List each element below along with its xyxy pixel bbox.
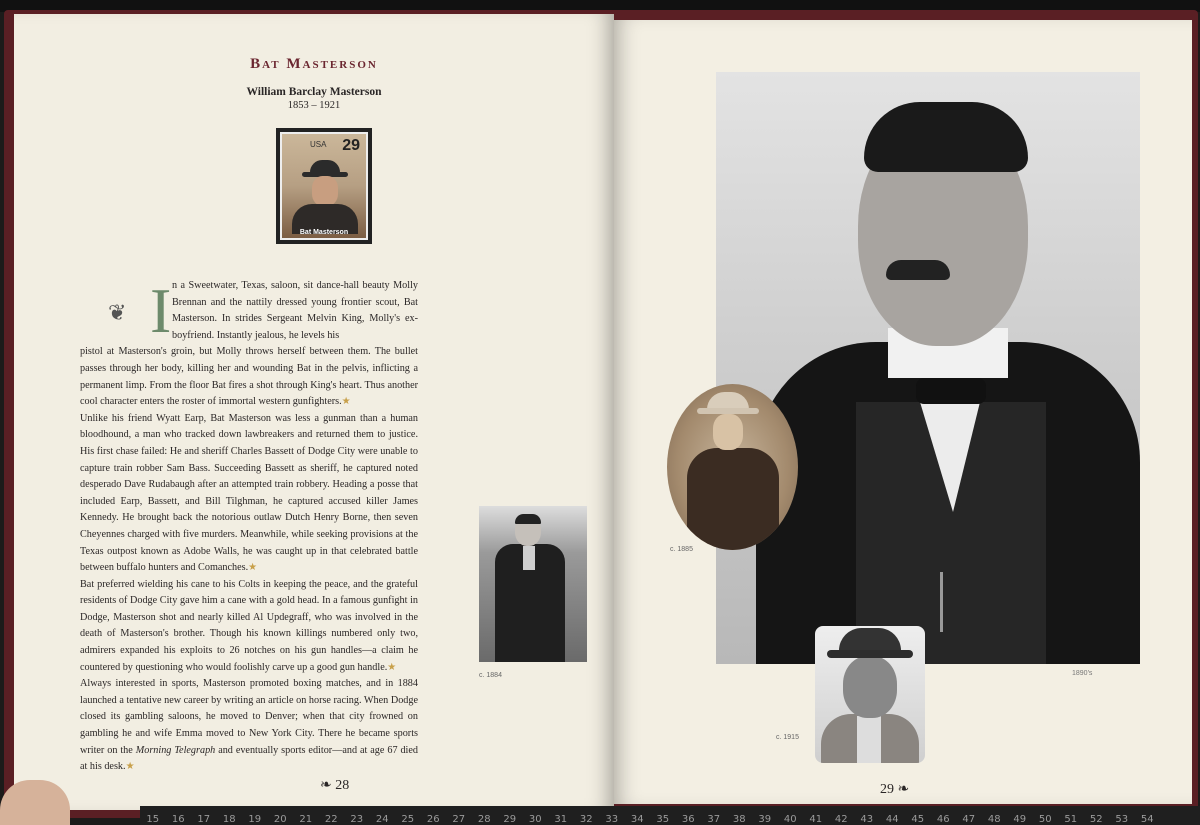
ruler-tick-label: 35	[656, 814, 670, 825]
ruler-tick-label: 27	[452, 814, 466, 825]
stamp-name: Bat Masterson	[299, 229, 349, 236]
ruler-tick-label: 19	[248, 814, 262, 825]
measuring-ruler	[140, 806, 1200, 825]
ruler-tick-label: 16	[171, 814, 185, 825]
photo-caption-1884: c. 1884	[479, 672, 502, 679]
ruler-tick-label: 26	[426, 814, 440, 825]
postage-stamp	[276, 128, 372, 244]
paragraph-4-text-a: Always interested in sports, Masterson promoted boxing matches, and in 1884 launched a tentative new career by writing an article on horse racing. When Dodge closed its gambling saloons, he moved to Denver; when that city frowned on gambling he and wife Emma moved to New York City. There he became sports writer on the	[80, 678, 418, 756]
ruler-tick-label: 36	[681, 814, 695, 825]
portrait-hair	[864, 102, 1028, 172]
fleuron-icon: ❦	[108, 300, 127, 325]
newspaper-title: Morning Telegraph	[135, 744, 216, 756]
paragraph-3-text: Bat preferred wielding his cane to his Colts in keeping the peace, and the grateful residents of Dodge City gave him a cane with a gold head. In a famous gunfight in Dodge, Masterson shot and nearly killed Al Updegraff, who was involved in the death of Masterson's brother. Though his known killings numbered only two, admirers expanded his exploits to 26 notches on his gun handles—a claim he countered by questioning who would foolishly carve up a good gun handle.	[80, 578, 418, 673]
ruler-tick-label: 51	[1064, 814, 1078, 825]
page-title: Bat Masterson	[250, 56, 378, 72]
oval-figure-brim	[697, 408, 759, 414]
oval-figure-face	[713, 414, 743, 450]
ruler-tick-label: 31	[554, 814, 568, 825]
ruler-tick-label: 47	[962, 814, 976, 825]
ruler-tick-label: 45	[911, 814, 925, 825]
ruler-tick-label: 17	[197, 814, 211, 825]
life-years: 1853 – 1921	[287, 100, 341, 111]
page-number-right	[880, 781, 909, 798]
star-icon: ★	[341, 396, 351, 408]
ruler-tick-label: 38	[732, 814, 746, 825]
ruler-tick-label: 53	[1115, 814, 1129, 825]
ruler-tick-label: 32	[579, 814, 593, 825]
portrait-bowtie	[916, 378, 986, 404]
thumb	[0, 780, 70, 825]
photo-caption-1890s: 1890's	[1072, 670, 1093, 677]
stamp-country: USA	[310, 140, 327, 149]
ruler-tick-label: 50	[1038, 814, 1052, 825]
ruler-tick-label: 24	[375, 814, 389, 825]
ruler-tick-label: 49	[1013, 814, 1027, 825]
photo-figure-shirt	[523, 546, 535, 570]
ruler-tick-label: 28	[477, 814, 491, 825]
star-icon: ★	[248, 562, 258, 574]
paragraph-1	[80, 344, 418, 410]
paragraph-2	[80, 411, 418, 577]
portrait-mustache	[886, 260, 950, 280]
photo-1915-face	[843, 656, 897, 718]
stamp-value: 29	[342, 137, 360, 154]
photo-caption-1885: c. 1885	[670, 546, 693, 553]
ruler-tick-label: 18	[222, 814, 236, 825]
ruler-tick-label: 20	[273, 814, 287, 825]
paragraph-4	[80, 676, 418, 776]
portrait-watch-chain	[940, 572, 943, 632]
paragraph-intro: n a Sweetwater, Texas, saloon, sit dance-hall beauty Molly Brennan and the nattily dressed young frontier scout, Bat Masterson. In strides Sergeant Melvin King, Molly's ex-boyfriend. Instantly jealous, he levels his	[172, 280, 418, 341]
paragraph-2-text: Unlike his friend Wyatt Earp, Bat Masterson was less a gunman than a human bloodhound, a man who tracked down lawbreakers and returned them to justice. His first chase failed: He and sheriff Charles Bassett of Dodge City were unable to capture train robber Sam Bass. Succeeding Bassett as sheriff, he captured noted desperado Dave Rudabaugh after an attempted train robbery. Heading a posse that included Earp, Bassett, and Bill Tilghman, he captured accused killer James Kennedy. He brought back the notorious outlaw Dutch Henry Borne, then seven Cheyennes charged with five murders. Meanwhile, while seeking provisions at the Texas outpost known as Adobe Walls, he was caught up in that celebrated battle between buffalo hunters and Comanches.	[80, 412, 418, 574]
ruler-tick-label: 42	[834, 814, 848, 825]
ruler-tick-label: 15	[146, 814, 160, 825]
ruler-tick-label: 34	[630, 814, 644, 825]
ruler-tick-label: 41	[809, 814, 823, 825]
ruler-tick-label: 46	[936, 814, 950, 825]
portrait-1890s	[716, 72, 1140, 664]
ruler-tick-label: 25	[401, 814, 415, 825]
oval-photo-1885	[667, 384, 798, 550]
page-number-right-value: 29	[880, 782, 894, 797]
ruler-tick-label: 48	[987, 814, 1001, 825]
photo-1884	[479, 506, 587, 662]
full-name: William Barclay Masterson	[246, 86, 382, 98]
photo-1915	[815, 626, 925, 763]
photo-caption-1915: c. 1915	[776, 734, 799, 741]
paragraph-3	[80, 577, 418, 677]
article-body	[80, 275, 418, 776]
ruler-tick-label: 43	[860, 814, 874, 825]
ornament-icon: ❧	[320, 778, 336, 793]
ruler-tick-label: 22	[324, 814, 338, 825]
page-number-left	[320, 777, 349, 794]
drop-cap: I	[150, 275, 172, 346]
ruler-tick-label: 52	[1089, 814, 1103, 825]
ruler-tick-label: 40	[783, 814, 797, 825]
ruler-tick-label: 39	[758, 814, 772, 825]
ruler-tick-label: 21	[299, 814, 313, 825]
paragraph-1-text: pistol at Masterson's groin, but Molly throws herself between them. The bullet passes through her body, killing her and wounding Bat in the pelvis, inflicting a permanent limp. From the floor Bat fires a shot through King's heart. Thus another cool character enters the roster of immortal western gunfighters.	[80, 346, 418, 408]
paragraph-4-text-b: and eventually sports editor—and at age 67 died at his desk.	[80, 744, 418, 773]
star-icon: ★	[387, 661, 397, 673]
stamp-face-shape	[312, 176, 338, 206]
ruler-tick-label: 33	[605, 814, 619, 825]
page-number-left-value: 28	[335, 778, 350, 793]
photo-1915-brim	[827, 650, 913, 658]
ruler-tick-label: 44	[885, 814, 899, 825]
ruler-tick-label: 37	[707, 814, 721, 825]
ornament-icon: ❧	[894, 782, 910, 797]
photo-figure-hair	[515, 514, 541, 524]
oval-figure-body	[687, 448, 779, 550]
star-icon: ★	[125, 761, 135, 773]
stamp-image	[280, 132, 368, 240]
ruler-tick-label: 30	[528, 814, 542, 825]
photo-1915-shirt	[857, 716, 881, 763]
ruler-tick-label: 29	[503, 814, 517, 825]
ruler-tick-label: 23	[350, 814, 364, 825]
ruler-tick-label: 54	[1140, 814, 1154, 825]
